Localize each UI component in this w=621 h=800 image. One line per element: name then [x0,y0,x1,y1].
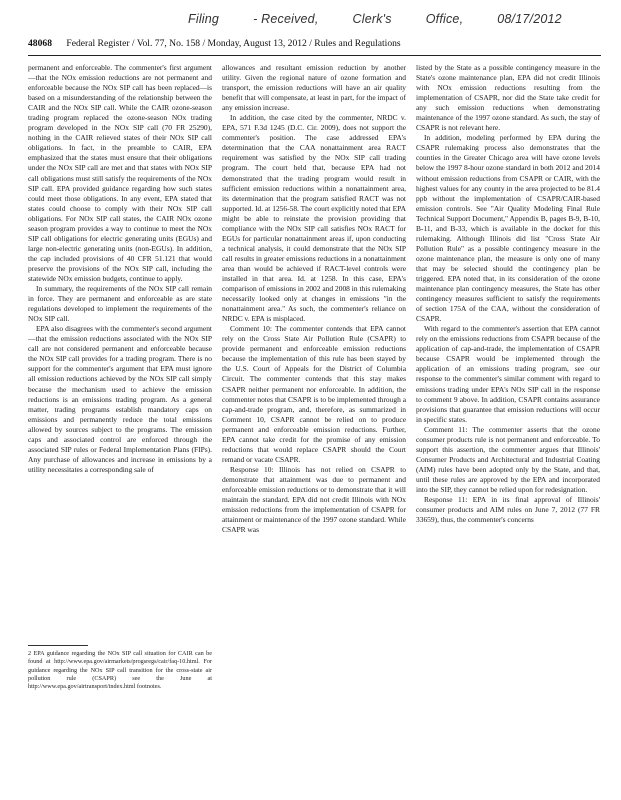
footnote-rule [28,645,88,646]
column-left [28,63,212,618]
paragraph: allowances and resultant emission reduction by another utility. Given the regional nature of ozone formation and transport, the emission reductions will have an air quality benefit that will compensate, at least in part, for the impact of any emission increase. [222,63,406,113]
running-header [28,38,601,49]
paragraph: EPA also disagrees with the commenter's second argument—that the emission reductions associated with the NOx SIP call are not considered permanent and enforceable because the NOx SIP call provides for a trading program. There is no support for the commenter's argument that EPA must ignore all emission reductions achieved by the NOx SIP call simply because the mechanism used to achieve the emission reductions is an emissions trading program. As a general matter, trading programs establish mandatory caps on emissions and permanently reduce the total emissions allowed by sources subject to the programs. The emission caps and associated control are enforced through the associated SIP rules or Federal Implementation Plans (FIPs). Any purchase of allowances and increase in emissions by a utility necessitates a corresponding sale of [28,324,212,474]
paragraph: Response 11: EPA in its final approval of Illinois' consumer products and AIM rules on June 7, 2012 (77 FR 33659), thus, the commenter's concerns [416,495,600,525]
paragraph: listed by the State as a possible contingency measure in the State's ozone maintenance plan, EPA did not credit Illinois with NOx emission reductions resulting from the implementation of CSAPR, nor did the State take credit for any such emission reductions when demonstrating maintenance of the 1997 ozone standard. As such, the stay of CSAPR is not relevant here. [416,63,600,133]
filing-stamp [188,12,608,26]
paragraph: permanent and enforceable. The commenter's first argument—that the NOx emission reductions are not permanent and enforceable because the NOx SIP call has been replaced—is based on a misunderstanding of the relationship between the CAIR and the NOx SIP call. While the CAIR ozone-season trading program replaced the ozone-season NOx trading program developed in the NOx SIP call (70 FR 25290), nothing in the CAIR relieved states of their NOx SIP call obligations. In fact, in the preamble to CAIR, EPA emphasized that the states must ensure that their obligations under the NOx SIP call are met and that states with NOx SIP call obligations must still satisfy the requirements of the NOx SIP call. EPA provided guidance regarding how such states could meet those obligations. In any event, EPA stated that states could choose to comply with their NOx SIP call obligations. For NOx SIP call states, the CAIR NOx ozone season program provides a way to continue to meet the NOx SIP call obligations for electric generating units (EGUs) and large non-electric generating units (non-EGUs). In addition, the cap included provisions of 40 CFR 51.121 that would preserve the provisions of the NOx SIP call, including the statewide NOx emission budgets, continue to apply. [28,63,212,283]
stamp-filing: Filing [188,12,220,26]
paragraph: Comment 10: The commenter contends that EPA cannot rely on the Cross State Air Pollution Rule (CSAPR) to provide permanent and enforceable emission reductions because the implementation of this rule has been stayed by the U.S. Court of Appeals for the District of Columbia Circuit. The commenter contends that this stay makes CSAPR neither permanent nor enforceable. In addition, the commenter notes that CSAPR is to be implemented through a cap-and-trade program, and, therefore, as summarized in Comment 10, CSAPR cannot be relied on to produce permanent and enforceable emission reductions. Further, EPA cannot take credit for the promise of any emission reductions that would replace CSAPR should the Court remand or vacate CSAPR. [222,324,406,464]
paragraph: Comment 11: The commenter asserts that the ozone consumer products rule is not permanent and enforceable. To support this assertion, the commenter argues that Illinois' Consumer Products and Architectural and Industrial Coating (AIM) rules have been adopted only by the State, and that, until these rules are approved by the EPA and incorporated into the SIP, they cannot be relied upon for redesignation. [416,424,600,494]
stamp-office: Office, [425,12,464,26]
paragraph: Response 10: Illinois has not relied on CSAPR to demonstrate that attainment was due to permanent and enforceable emission reductions or to demonstrate that it will maintain the standard. EPA did not credit Illinois with NOx emission reductions from the implementation of CSAPR for attainment or maintenance of the 1997 ozone standard. While CSAPR was [222,464,406,535]
paragraph: In summary, the requirements of the NOx SIP call remain in force. They are permanent and enforceable as are state regulations developed to implement the requirements of the NOx SIP call. [28,284,212,324]
page-number: 48068 [28,38,52,49]
header-rule [28,55,601,56]
stamp-clerk: Clerk's [352,12,392,26]
paragraph: In addition, the case cited by the commenter, NRDC v. EPA, 571 F.3d 1245 (D.C. Cir. 2009), does not support the commenter's position. The case addressed EPA's determination that the CAA nonattainment area RACT requirement was satisfied by the NOx SIP call trading program. The court held that, because EPA had not demonstrated that the trading program would result in sufficient emission reductions within a nonattainment area, its determination that the program satisfied RACT was not supported. Id. at 1256-58. The court explicitly noted that EPA might be able to reinstate the provision providing that compliance with the NOx SIP call satisfies NOx RACT for EGUs for particular nonattainment areas if, upon conducting a technical analysis, it could demonstrate that the NOx SIP call results in greater emissions reductions in a nonattainment area than would be achieved if RACT-level controls were installed in that area. Id. at 1258. In this case, EPA's comparison of emissions in 2002 and 2008 in this rulemaking necessarily looked only at changes in emissions "in the nonattainment area." As such, the commenter's reliance on NRDC v. EPA is misplaced. [222,113,406,324]
running-title: Federal Register / Vol. 77, No. 158 / Monday, August 13, 2012 / Rules and Regulations [66,38,401,49]
paragraph: With regard to the commenter's assertion that EPA cannot rely on the emissions reductions from CSAPR because of the application of cap-and-trade, the implementation of CSAPR because CSAPR would be implemented through the application of an emissions trading program, see our response to the commenter's similar comment with regard to emissions trading under EPA's NOx SIP call in the response to comment 9 above. In addition, CSAPR contains assurance provisions that guarantee that emission reductions will occur in specific states. [416,324,600,424]
stamp-date: 08/17/2012 [497,12,562,26]
paragraph: In addition, modeling performed by EPA during the CSAPR rulemaking process also demonstrates that the counties in the Greater Chicago area will have ozone levels below the 1997 8-hour ozone standard in both 2012 and 2014 without emission reductions from CSAPR or CAIR, with the highest values for any county in the area projected to be 81.4 ppb without the implementation of CSAPR/CAIR-based emission controls. See "Air Quality Modeling Final Rule Technical Support Document," Appendix B, pages B-9, B-10, B-11, and B-33, which is available in the docket for this rulemaking. Although Illinois did list "Cross State Air Pollution Rule" as a possible contingency measure in the ozone maintenance plan, the measure is only one of many that may be selected should the contingency plan be triggered. EPA noted that, in its consideration of the ozone maintenance plan contingency measures, the State has other contingency measures sufficient to satisfy the requirements of section 175A of the CAA, without the consideration of CSAPR. [416,133,600,324]
stamp-received: - Received, [253,12,319,26]
footnote: 2 EPA guidance regarding the NOx SIP call situation for CAIR can be found at http://www.epa.gov/airmarkets/progsregs/cair/faq-10.html. For guidance regarding the NOx SIP call transition for the cross-state air pollution rule (CSAPR) see the June at http://www.epa.gov/airtransport/index.html footnotes. [28,650,212,691]
column-middle [222,63,406,763]
column-right [416,63,600,781]
